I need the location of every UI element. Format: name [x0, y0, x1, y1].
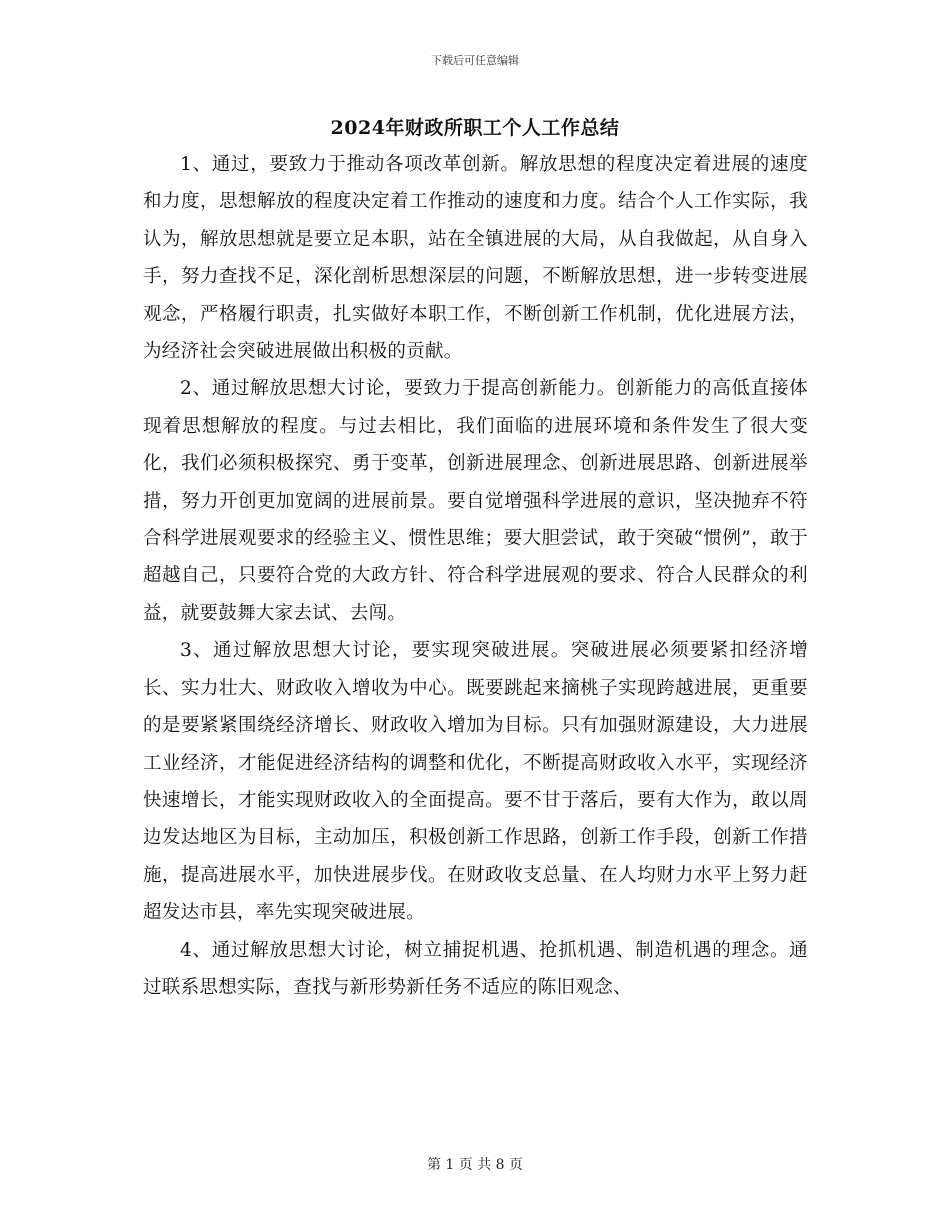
page-number: 第 1 页 共 8 页: [426, 1157, 524, 1173]
paragraph-1: 1、通过，要致力于推动各项改革创新。解放思想的程度决定着进展的速度和力度，思想解放的程度决定着工作推动的速度和力度。结合个人工作实际，我认为，解放思想就是要立足本职，站在全镇进展的大局，从自我做起，从自身入手，努力查找不足，深化剖析思想深层的问题，不断解放思想，进一步转变进展观念，严格履行职责，扎实做好本职工作，不断创新工作机制，优化进展方法，为经济社会突破进展做出积极的贡献。: [143, 154, 808, 363]
paragraph-2: 2、通过解放思想大讨论，要致力于提高创新能力。创新能力的高低直接体现着思想解放的程度。与过去相比，我们面临的进展环境和条件发生了很大变化，我们必须积极探究、勇于变革，创新进展理念、创新进展思路、创新进展举措，努力开创更加宽阔的进展前景。要自觉增强科学进展的意识，坚决抛弃不符合科学进展观要求的经验主义、惯性思维；要大胆尝试，敢于突破“惯例”，敢于超越自己，只要符合党的大政方针、符合科学进展观的要求、符合人民群众的利益，就要鼓舞大家去试、去闯。: [143, 378, 808, 624]
document-title: 2024年财政所职工个人工作总结: [330, 117, 620, 139]
paragraph-4: 4、通过解放思想大讨论，树立捕捉机遇、抢抓机遇、制造机遇的理念。通过联系思想实际，查找与新形势新任务不适应的陈旧观念、: [143, 939, 808, 998]
paragraph-3: 3、通过解放思想大讨论，要实现突破进展。突破进展必须要紧扣经济增长、实力壮大、财政收入增收为中心。既要跳起来摘桃子实现跨越进展，更重要的是要紧紧围绕经济增长、财政收入增加为目标。只有加强财源建设，大力进展工业经济，才能促进经济结构的调整和优化，不断提高财政收入水平，实现经济快速增长，才能实现财政收入的全面提高。要不甘于落后，要有大作为，敢以周边发达地区为目标，主动加压，积极创新工作思路，创新工作手段，创新工作措施，提高进展水平，加快进展步伐。在财政收支总量、在人均财力水平上努力赶超发达市县，率先实现突破进展。: [143, 640, 808, 924]
header-note: 下载后可任意编辑: [431, 54, 519, 67]
document-body: [143, 146, 808, 1006]
